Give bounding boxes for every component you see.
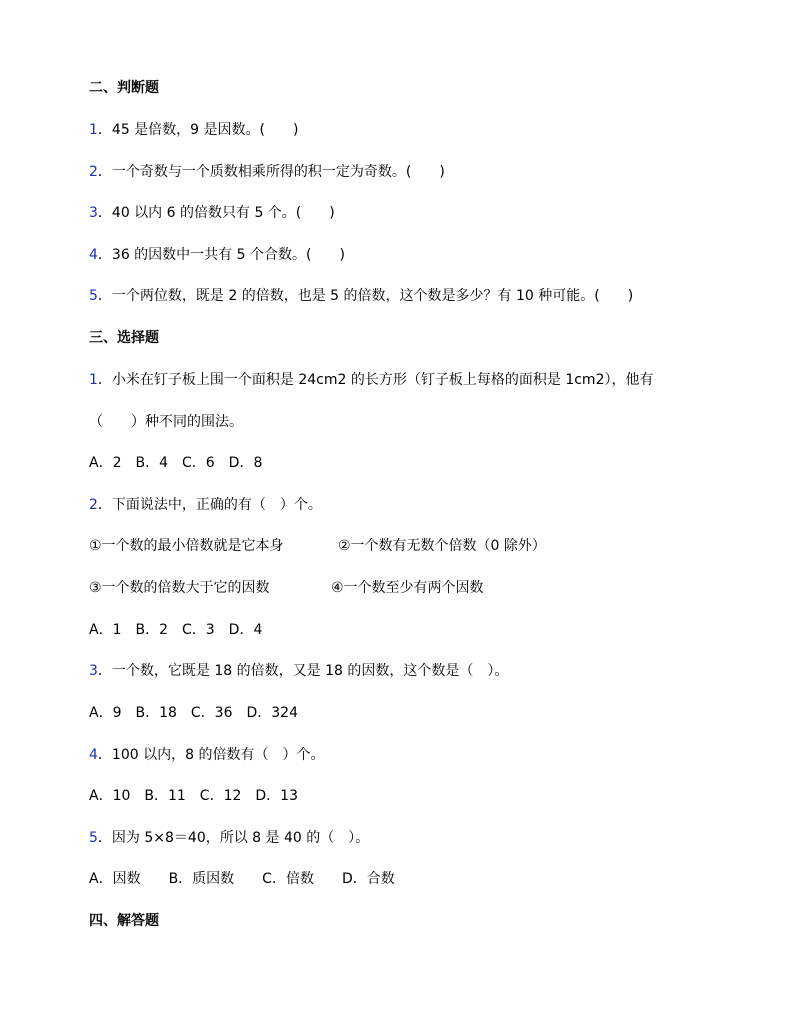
choice-question-4 (89, 746, 324, 764)
question-text: ．一个数，它既是 18 的倍数，又是 18 的因数，这个数是（ ）。 (97, 663, 509, 679)
choice-question-4-options: A．10 B．11 C．12 D．13 (89, 788, 298, 804)
choice-question-1-continued: （ ）种不同的围法。 (89, 414, 243, 430)
judge-question-2 (89, 163, 445, 181)
choice-question-3-options: A．9 B．18 C．36 D．324 (89, 705, 298, 721)
judge-question-3 (89, 204, 335, 222)
question-text: ．36 的因数中一共有 5 个合数。( ) (97, 247, 345, 263)
question-number: 1 (89, 122, 98, 138)
section-heading-choice: 三、选择题 (89, 330, 159, 346)
choice-question-2-statement-4: ④一个数至少有两个因数 (331, 580, 484, 596)
choice-question-1-options: A．2 B．4 C．6 D．8 (89, 455, 263, 471)
choice-question-2-options: A．1 B．2 C．3 D．4 (89, 622, 263, 638)
question-text: ．100 以内，8 的倍数有（ ）个。 (97, 747, 325, 763)
question-number: 2 (89, 164, 98, 180)
choice-question-1 (89, 371, 653, 389)
judge-question-4 (89, 246, 345, 264)
section-heading-judge: 二、判断题 (89, 80, 159, 96)
question-number: 3 (89, 663, 98, 679)
question-number: 5 (89, 830, 98, 846)
question-text: ．40 以内 6 的倍数只有 5 个。( ) (97, 205, 335, 221)
choice-question-2-statement-3: ③一个数的倍数大于它的因数 (89, 580, 270, 596)
question-number: 5 (89, 288, 98, 304)
judge-question-1 (89, 121, 298, 139)
question-number: 4 (89, 247, 98, 263)
section-heading-answer: 四、解答题 (89, 913, 159, 929)
choice-question-5-options: A．因数 B．质因数 C．倍数 D．合数 (89, 871, 395, 887)
question-number: 1 (89, 372, 98, 388)
judge-question-5 (89, 287, 633, 305)
question-text: ．一个奇数与一个质数相乘所得的积一定为奇数。( ) (97, 164, 445, 180)
choice-question-2-statement-1: ①一个数的最小倍数就是它本身 (89, 538, 284, 554)
choice-question-5 (89, 829, 369, 847)
question-text: ．下面说法中，正确的有（ ）个。 (97, 497, 322, 513)
choice-question-2 (89, 496, 322, 514)
choice-question-2-statement-2: ②一个数有无数个倍数（0 除外） (338, 538, 546, 554)
question-text: ．小米在钉子板上围一个面积是 24cm2 的长方形（钉子板上每格的面积是 1cm2），他有 (97, 372, 654, 388)
question-number: 4 (89, 747, 98, 763)
choice-question-3 (89, 662, 508, 680)
question-text: ．45 是倍数，9 是因数。( ) (97, 122, 299, 138)
question-text: ．因为 5×8＝40，所以 8 是 40 的（ ）。 (97, 830, 370, 846)
question-text: ．一个两位数，既是 2 的倍数，也是 5 的倍数，这个数是多少？有 10 种可能。( ) (97, 288, 634, 304)
question-number: 2 (89, 497, 98, 513)
question-number: 3 (89, 205, 98, 221)
